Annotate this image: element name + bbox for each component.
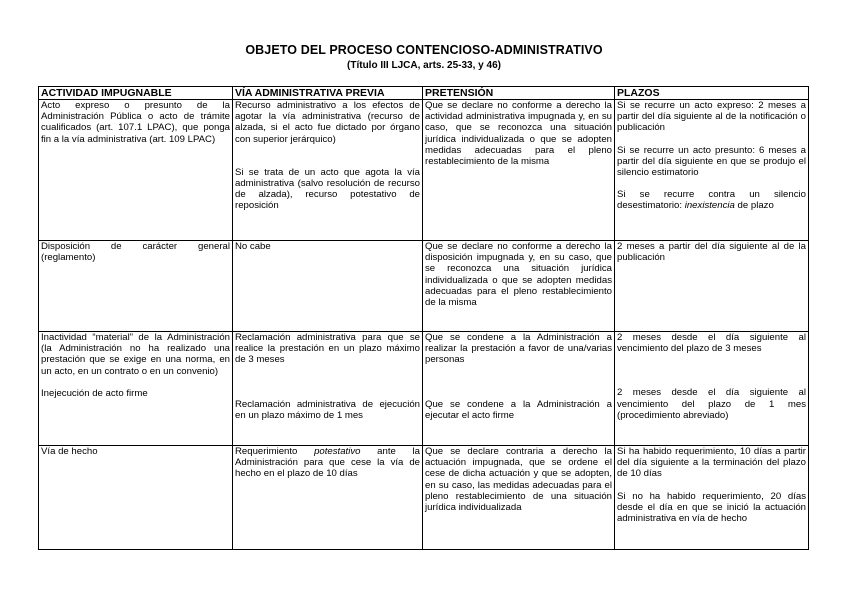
cell-pretension: Que se declare contraria a derecho la actuación impugnada, que se ordene el cese de dicha actuación y que se adopten, en su caso, las medidas adecuadas para el pleno restablecimiento de una situación jurídica individualizada [423,446,615,550]
cell-actividad: Inactividad “material” de la Administración (la Administración no ha realizado una prestación que se exige en una norma, en un acto, en un contrato o en un convenio) Inejecución de acto firme [39,332,233,446]
cell-plazos: Si se recurre un acto expreso: 2 meses a partir del día siguiente al de la notificación o publicación Si se recurre un acto presunto: 6 meses a partir del día siguiente en que se produjo el silencio estimatorio Si se recurre contra un silencio desestimatorio: inexistencia de plazo [615,100,809,241]
cell-plazos: 2 meses desde el día siguiente al vencimiento del plazo de 3 meses 2 meses desde el día siguiente al vencimiento del plazo de 1 mes (procedimiento abreviado) [615,332,809,446]
cell-actividad: Vía de hecho [39,446,233,550]
table-row [39,100,809,241]
cell-via: No cabe [233,241,423,332]
table-row [39,241,809,332]
cell-actividad: Acto expreso o presunto de la Administración Pública o acto de trámite cualificados (art. 107.1 LPAC), que ponga fin a la vía administrativa (art. 109 LPAC) [39,100,233,241]
cell-pretension: Que se declare no conforme a derecho la disposición impugnada y, en su caso, que se reconozca una situación jurídica individualizada o que se adopten medidas adecuadas para el pleno restablecimiento de la misma [423,241,615,332]
cell-pretension: Que se condene a la Administración a realizar la prestación a favor de una/varias personas Que se condene a la Administración a ejecutar el acto firme [423,332,615,446]
header-plazos: PLAZOS [615,87,809,100]
header-via: VÍA ADMINISTRATIVA PREVIA [233,87,423,100]
table-row [39,332,809,446]
cell-pretension: Que se declare no conforme a derecho la actividad administrativa impugnada y, en su caso, que se reconozca una situación jurídica individualizada o que se adopten medidas adecuadas para el pleno restablecimiento de la misma [423,100,615,241]
cell-via: Requerimiento potestativo ante la Administración para que cese la vía de hecho en el plazo de 10 días [233,446,423,550]
header-row [39,87,809,100]
cell-actividad: Disposición de carácter general (reglamento) [39,241,233,332]
cell-plazos: 2 meses a partir del día siguiente al de la publicación [615,241,809,332]
header-pretension: PRETENSIÓN [423,87,615,100]
proceso-table [38,86,809,550]
table-row [39,446,809,550]
page-title: OBJETO DEL PROCESO CONTENCIOSO-ADMINISTRATIVO [245,43,603,57]
cell-via: Reclamación administrativa para que se realice la prestación en un plazo máximo de 3 meses Reclamación administrativa de ejecución en un plazo máximo de 1 mes [233,332,423,446]
page-subtitle: (Título III LJCA, arts. 25-33, y 46) [347,60,501,71]
cell-plazos: Si ha habido requerimiento, 10 días a partir del día siguiente a la terminación del plazo de 10 días Si no ha habido requerimiento, 20 días desde el día en que se inició la actuación administrativa en vía de hecho [615,446,809,550]
cell-via: Recurso administrativo a los efectos de agotar la vía administrativa (recurso de alzada, si el acto fue dictado por órgano con superior jerárquico) Si se trata de un acto que agota la vía administrativa (salvo resolución de recurso de alzada), recurso potestativo de reposición [233,100,423,241]
header-actividad: ACTIVIDAD IMPUGNABLE [39,87,233,100]
